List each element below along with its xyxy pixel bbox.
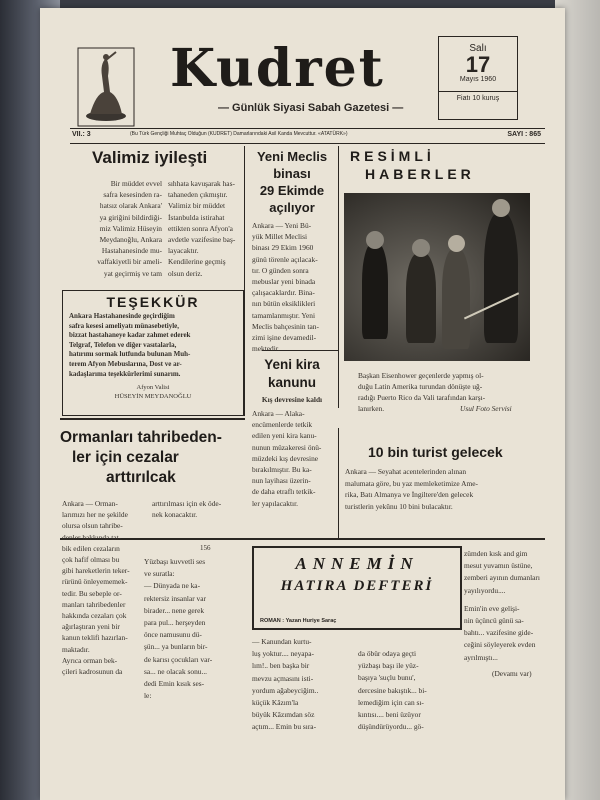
text-line: larımızı her ne şekilde: [62, 510, 128, 520]
photo-figure: [442, 249, 470, 349]
text-line: ya giriğini bildirdiği-: [99, 212, 162, 222]
text-line: maktadır.: [62, 644, 90, 654]
photo-caption: [358, 370, 548, 414]
headline-line: kanunu: [267, 375, 316, 390]
text-line: nek konacaktır.: [152, 510, 198, 520]
text-line: gibi hareketlerin teker-: [62, 566, 130, 576]
text-line: bizzat hastahaneye kadar zahmet ederek: [69, 331, 191, 340]
column-rule: [338, 428, 339, 538]
serial-column-b: [252, 636, 350, 734]
headline-ormanlar: [60, 428, 222, 488]
text-line: İstanbulda istirahat: [168, 212, 225, 222]
text-line: — Dünyada ne ka-: [144, 581, 201, 591]
text-line: terem Afyon Mebuslarına, Dost ve ar-: [69, 359, 182, 368]
text-line: açtım... Emin bu sıra-: [252, 722, 317, 732]
text-line: Ankara — Seyahat acentelerinden alınan: [345, 467, 467, 476]
text-line: layacaktır.: [168, 246, 199, 256]
text-line: çalışacaklardır. Bina-: [252, 288, 315, 298]
article-ormanlar-right: [152, 498, 244, 520]
photo-figure: [362, 243, 388, 339]
text-line: mebuslar yeni binada: [252, 277, 316, 287]
statue-logo-icon: [76, 46, 136, 128]
text-line: önce namusunu dü-: [144, 630, 202, 640]
volume-label: VII.: 3: [72, 131, 91, 138]
photo-railing: [464, 292, 536, 355]
serial-title-box: [252, 546, 462, 630]
text-line: zümden kısk and gim: [464, 549, 528, 558]
text-line: Ankara — Alaka-: [252, 409, 305, 418]
text-line: günü törenle açılacak-: [252, 254, 318, 264]
text-line: bırakılmıştır. Bu ka-: [252, 465, 312, 475]
text-line: sa... ne olacak sonu...: [144, 666, 208, 676]
text-line: şün... ya bunların bir-: [144, 642, 208, 652]
news-photo: [344, 193, 530, 361]
text-line: ceğini söyleyerek evden: [464, 640, 536, 650]
text-line: lanırken.: [358, 404, 385, 413]
text-line: encümenlerde tetkik: [252, 420, 313, 430]
serial-byline: ROMAN : Yazan Huriye Saraç: [260, 618, 337, 624]
headline-line: binası: [273, 166, 311, 181]
headline-line: arttırılcak: [106, 469, 176, 486]
photo-figure-head: [448, 235, 465, 252]
text-line: Ayrıca orman bek-: [62, 655, 118, 665]
text-line: çok hafif olması bu: [62, 555, 120, 565]
text-line: arttırılması için ek öde-: [152, 499, 222, 508]
text-line: da öbür odaya geçti: [358, 649, 417, 658]
text-line: hatsız olarak Ankara': [99, 201, 162, 211]
text-line: denler hakkında tat-: [62, 532, 122, 542]
text-line: tahaneden çıkmıştır.: [168, 190, 228, 200]
text-line: rürünü önleyememek-: [62, 577, 128, 587]
text-line: Emin'in eve gelişi-: [464, 603, 520, 613]
text-line: mevzu açmasını isti-: [252, 673, 314, 683]
issue-number: SAYI : 865: [507, 131, 541, 138]
text-line: nin üçüncü günü sa-: [464, 616, 524, 626]
text-line: dercesine bakıştık... bi-: [358, 685, 427, 695]
serial-title-line2: HATIRA DEFTERİ: [280, 578, 434, 594]
text-line: miz Valimiz Hüseyin: [99, 223, 162, 233]
text-line: radığı Puerto Rico da Vali tarafından karşı-: [358, 393, 486, 402]
text-line: tamamlanmıştır. Yeni: [252, 310, 316, 320]
text-line: düşündürüyordu... gö-: [358, 722, 424, 732]
text-line: dedi Emin kısık ses-: [144, 679, 205, 689]
text-line: ağırlaştıran yeni bir: [62, 622, 120, 632]
text-line: — Kanundan kurtu-: [252, 637, 312, 646]
date-number: 17: [465, 52, 491, 77]
text-line: malumata göre, bu yaz memleketimize Ame-: [345, 478, 478, 488]
text-line: Ankara — Yeni Bü-: [252, 221, 312, 230]
headline-line: Yeni Meclis: [256, 149, 328, 164]
serial-number: 156: [200, 544, 211, 552]
thanks-text: [63, 310, 243, 381]
newspaper-title: Kudret: [170, 38, 385, 99]
newspaper-subtitle: — Günlük Siyasi Sabah Gazetesi —: [218, 102, 404, 114]
text-line: de daha etraflı tetkik-: [252, 487, 316, 497]
text-line: tır. O günden sonra: [252, 265, 309, 275]
text-line: luş yoktur.... neyapa-: [252, 649, 314, 659]
photo-figure-head: [366, 231, 384, 249]
text-line: zemberi ayının dumanları: [464, 573, 540, 583]
text-line: ve suratla:: [144, 569, 175, 579]
article-valimiz-left: [80, 178, 162, 279]
serial-column-d: [464, 548, 558, 680]
headline-resimli: RESİMLİ: [350, 148, 435, 164]
thanks-signature: [63, 383, 243, 401]
text-line: duğu Latin Amerika turundan dönüşte uğ-: [358, 382, 483, 391]
text-line: nun layihası üzerin-: [252, 476, 311, 486]
text-line: yük Millet Meclisi: [252, 232, 308, 242]
headline-turist: 10 bin turist gelecek: [368, 444, 503, 460]
headline-tesekkur: TEŞEKKÜR: [106, 294, 200, 310]
text-line: başıya 'suçlu bunu',: [358, 673, 416, 683]
text-line: mektedir.: [252, 344, 280, 354]
date-month: Mayıs 1960: [459, 76, 497, 83]
text-line: Ankara Hastahanesinde geçirdiğim: [69, 312, 175, 320]
text-line: Ankara — Orman-: [62, 499, 118, 508]
text-line: bik edilen cezaların: [62, 543, 120, 553]
text-line: rika, Batı Almanya ve İngiltere'den gelecek: [345, 490, 474, 499]
text-line: nın bütün eksiklikleri: [252, 299, 316, 309]
text-line: Meclis bahçesinin tan-: [252, 321, 319, 331]
text-line: mesut yuvamın üstüne,: [464, 561, 533, 571]
text-line: le:: [144, 691, 152, 701]
headline-line: Yeni kira: [264, 357, 320, 372]
headline-line: açılıyor: [269, 200, 315, 215]
text-line: büyük Kâzımdan söz: [252, 710, 315, 720]
headline-line: ler için cezalar: [72, 449, 179, 466]
article-turist: [345, 466, 545, 512]
headline-haberler: HABERLER: [365, 166, 475, 182]
headline-line: 29 Ekimde: [259, 183, 325, 198]
text-line: kanun teklifi hazırlan-: [62, 633, 128, 643]
text-line: hatırımı sormak lutfunda bulunan Muh-: [69, 350, 191, 359]
text-line: Kendilerine geçmiş: [168, 257, 226, 267]
text-line: vaffakiyetli bir ameli-: [97, 257, 162, 267]
headline-meclis: [248, 148, 336, 216]
text-line: zimi işine devamedil-: [252, 333, 317, 343]
text-line: Valimiz bir müddet: [168, 201, 226, 211]
text-line: olursa olsun tahribe-: [62, 521, 123, 531]
text-line: Meydanoğlu, Ankara: [99, 235, 162, 245]
text-line: safra kesesinden ra-: [103, 190, 162, 200]
text-line: müzdeki kış devresine: [252, 453, 319, 463]
text-line: Yüzbaşı kuvvetli ses: [144, 557, 206, 566]
text-line: bahtı... vazifesine gide-: [464, 628, 534, 638]
info-bar: [70, 128, 545, 144]
column-rule: [60, 418, 245, 420]
text-line: olsun deriz.: [168, 268, 203, 278]
text-line: Telgraf, Telefon ve diğer vasıtalarla,: [69, 340, 177, 349]
text-line: yordum ağabeyciğim..: [252, 685, 319, 695]
headline-line: Ormanları tahribeden-: [60, 429, 222, 446]
serial-title-line1: ANNEMİN: [295, 554, 419, 573]
text-line: edilen yeni kira kanu-: [252, 431, 317, 441]
column-rule: [338, 146, 339, 408]
text-line: yayılıyordu....: [464, 585, 506, 595]
photo-figure-head: [492, 199, 510, 217]
headline-valimiz: Valimiz iyileşti: [92, 148, 208, 167]
article-kira: [252, 408, 336, 509]
serial-continued: (Devamı var): [492, 668, 532, 678]
text-line: hakkında cezaları çok: [62, 611, 127, 621]
newspaper-page: [40, 8, 565, 800]
signature-title: Afyon Valisi: [136, 384, 170, 392]
kira-subhead: Kış devresine kaldı: [261, 395, 323, 404]
signature-name: HÜSEYİN MEYDANOĞLU: [114, 393, 192, 401]
text-line: manları tahribedenler: [62, 599, 126, 609]
text-line: ettikten sonra Afyon'a: [168, 223, 233, 233]
text-line: kadaşlarıma teşekkürlerimi sunarım.: [69, 369, 181, 378]
text-line: turistlerin yekûnu 10 bini bulacaktır.: [345, 501, 453, 511]
text-line: binası 29 Ekim 1960: [252, 243, 314, 253]
text-line: ayrılmıştı...: [464, 652, 498, 662]
text-line: birader... nene gerek: [144, 605, 205, 615]
text-line: Bir müddet evvel: [110, 179, 162, 188]
text-line: kıntısı.... beni üzüyor: [358, 710, 421, 720]
text-line: yüzbaşı başı ile yüz-: [358, 661, 419, 671]
text-line: Hastahanesinde mu-: [101, 246, 162, 256]
price: Fiatı 10 kuruş: [439, 91, 517, 102]
text-line: Başkan Eisenhower geçenlerde yapmış ol-: [358, 371, 484, 380]
ataturk-quote: (Bu Türk Gençliği Muhtaç Olduğun (KUDRET) Damarlarındaki Asil Kanda Mevcuttur. «ATATÜRK»): [130, 131, 348, 137]
text-line: para pul... herşeyden: [144, 618, 206, 628]
date-box: [438, 36, 518, 120]
thanks-box: [62, 290, 244, 416]
photo-figure-head: [412, 239, 430, 257]
date-day: Salı: [469, 43, 487, 54]
text-line: lemediğim için can sı-: [358, 697, 424, 707]
headline-kira: [248, 356, 336, 392]
article-ormanlar-left: [62, 498, 144, 677]
text-line: yat geçirmiş ve tam: [103, 268, 162, 278]
text-line: nunun müzakeresi önü-: [252, 442, 322, 452]
photo-figure: [406, 253, 436, 343]
text-line: lım!.. ben başka bir: [252, 661, 310, 671]
article-meclis: [252, 220, 336, 354]
text-line: ler yapılacaktır.: [252, 498, 298, 508]
text-line: sıhhata kavuşarak has-: [168, 179, 235, 188]
column-rule: [245, 538, 545, 540]
text-line: avdetle vazifesine baş-: [168, 235, 236, 245]
text-line: tedir. Bu sebeple or-: [62, 588, 122, 598]
text-line: çileri kadrosunun da: [62, 667, 123, 677]
text-line: rektersiz insanlar var: [144, 593, 206, 603]
serial-column-c: [358, 648, 458, 733]
article-valimiz-right: [168, 178, 248, 279]
photo-credit: Usul Foto Servisi: [460, 404, 512, 413]
serial-column-a: [144, 556, 244, 702]
text-line: safra kesesi ameliyatı münasebetiyle,: [69, 321, 180, 330]
text-line: küçük Kâzım'la: [252, 698, 299, 708]
text-line: de karısı çocukları var-: [144, 654, 213, 664]
